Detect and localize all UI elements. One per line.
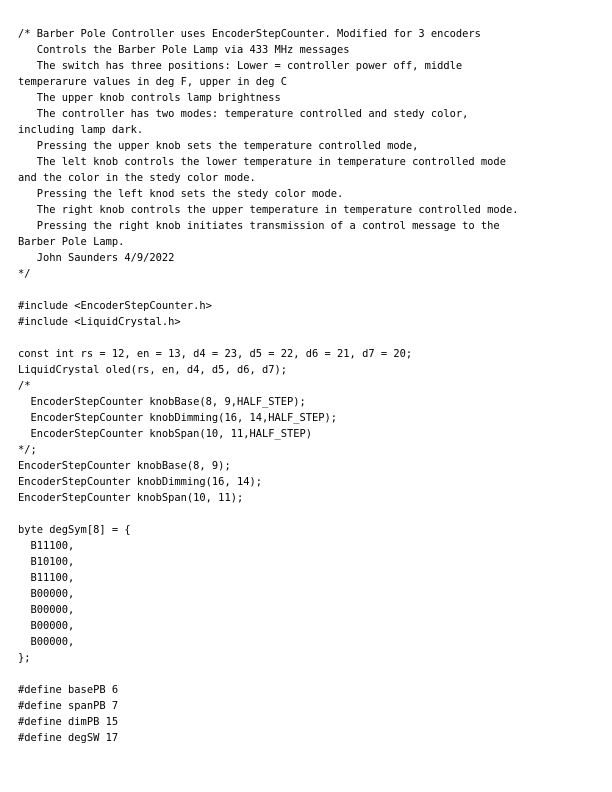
- code-line: EncoderStepCounter knobBase(8, 9,HALF_STEP);: [18, 396, 306, 408]
- code-line: B00000,: [18, 604, 75, 616]
- code-line: Pressing the right knob initiates transmission of a control message to the: [18, 220, 500, 232]
- code-line: /*: [18, 380, 31, 392]
- code-line: [18, 282, 594, 298]
- code-line: #define spanPB 7: [18, 700, 119, 712]
- code-line: The upper knob controls lamp brightness: [18, 92, 281, 104]
- code-line: B10100,: [18, 556, 75, 568]
- code-line: The right knob controls the upper temperature in temperature controlled mode.: [18, 204, 519, 216]
- code-line: */;: [18, 444, 37, 456]
- code-line: B00000,: [18, 636, 75, 648]
- code-line: EncoderStepCounter knobDimming(16, 14);: [18, 476, 262, 488]
- code-line: B11100,: [18, 572, 75, 584]
- code-line: #include <LiquidCrystal.h>: [18, 316, 181, 328]
- code-line: B00000,: [18, 588, 75, 600]
- code-line: John Saunders 4/9/2022: [18, 252, 175, 264]
- code-line: #define dimPB 15: [18, 716, 119, 728]
- code-line: LiquidCrystal oled(rs, en, d4, d5, d6, d7);: [18, 364, 287, 376]
- code-line: */: [18, 268, 31, 280]
- code-line: const int rs = 12, en = 13, d4 = 23, d5 = 22, d6 = 21, d7 = 20;: [18, 348, 413, 360]
- code-line: EncoderStepCounter knobSpan(10, 11);: [18, 492, 244, 504]
- code-line: #define basePB 6: [18, 684, 119, 696]
- code-line: B11100,: [18, 540, 75, 552]
- code-line: [18, 330, 594, 346]
- code-line: };: [18, 652, 31, 664]
- code-line: temperarure values in deg F, upper in deg C: [18, 76, 287, 88]
- code-line: Controls the Barber Pole Lamp via 433 MHz messages: [18, 44, 350, 56]
- code-listing: [18, 26, 594, 746]
- code-line: [18, 506, 594, 522]
- code-line: EncoderStepCounter knobBase(8, 9);: [18, 460, 231, 472]
- code-line: Pressing the upper knob sets the temperature controlled mode,: [18, 140, 419, 152]
- code-line: The lelt knob controls the lower temperature in temperature controlled mode: [18, 156, 506, 168]
- code-line: and the color in the stedy color mode.: [18, 172, 256, 184]
- code-line: byte degSym[8] = {: [18, 524, 131, 536]
- code-line: including lamp dark.: [18, 124, 144, 136]
- code-line: The controller has two modes: temperature controlled and stedy color,: [18, 108, 469, 120]
- code-line: #include <EncoderStepCounter.h>: [18, 300, 212, 312]
- code-line: B00000,: [18, 620, 75, 632]
- code-line: Barber Pole Lamp.: [18, 236, 125, 248]
- code-line: /* Barber Pole Controller uses EncoderStepCounter. Modified for 3 encoders: [18, 28, 481, 40]
- code-line: The switch has three positions: Lower = controller power off, middle: [18, 60, 463, 72]
- code-line: EncoderStepCounter knobSpan(10, 11,HALF_STEP): [18, 428, 313, 440]
- code-line: EncoderStepCounter knobDimming(16, 14,HALF_STEP);: [18, 412, 338, 424]
- code-line: [18, 666, 594, 682]
- code-line: Pressing the left knod sets the stedy color mode.: [18, 188, 344, 200]
- code-line: #define degSW 17: [18, 732, 119, 744]
